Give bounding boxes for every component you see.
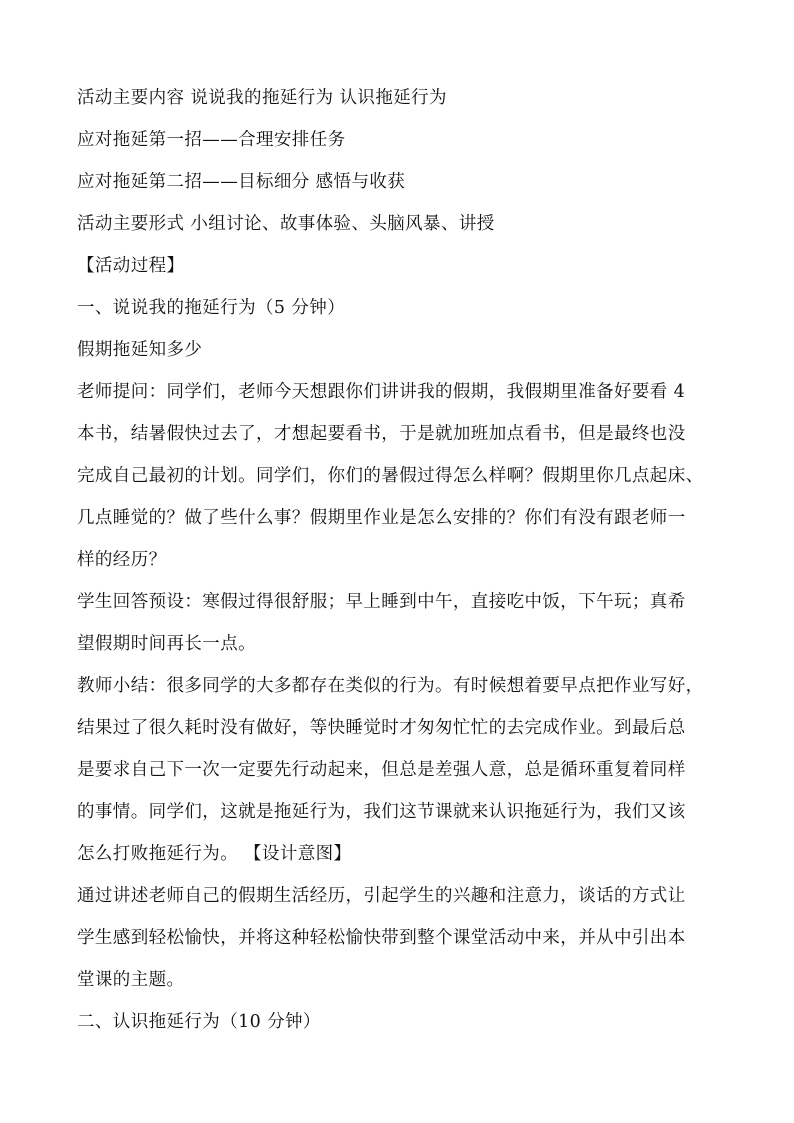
subsection-heading: 假期拖延知多少 <box>77 340 203 360</box>
paragraph-line: 完成自己最初的计划。同学们，你们的暑假过得怎么样啊？假期里你几点起床、 <box>77 466 704 486</box>
activity-form-line: 活动主要形式 小组讨论、故事体验、头脑风暴、讲授 <box>77 214 495 234</box>
paragraph-line: 几点睡觉的？做了些什么事？假期里作业是怎么安排的？你们有没有跟老师一 <box>77 508 686 528</box>
activity-content-line: 活动主要内容 说说我的拖延行为 认识拖延行为 <box>77 88 447 108</box>
paragraph-line: 怎么打败拖延行为。 【设计意图】 <box>77 844 352 864</box>
section-two-heading: 二、认识拖延行为（10 分钟） <box>77 1012 321 1032</box>
strategy-two-line: 应对拖延第二招——目标细分 感悟与收获 <box>77 172 406 192</box>
paragraph-line: 本书，结暑假快过去了，才想起要看书，于是就加班加点看书，但是最终也没 <box>77 424 686 444</box>
paragraph-line: 望假期时间再长一点。 <box>77 634 256 654</box>
paragraph-line: 老师提问：同学们，老师今天想跟你们讲讲我的假期，我假期里准备好要看 4 <box>77 382 686 402</box>
section-one-heading: 一、说说我的拖延行为（5 分钟） <box>77 298 346 318</box>
paragraph-line: 通过讲述老师自己的假期生活经历，引起学生的兴趣和注意力，谈话的方式让 <box>77 886 686 906</box>
paragraph-line: 教师小结：很多同学的大多都存在类似的行为。有时候想着要早点把作业写好， <box>77 676 704 696</box>
activity-process-heading: 【活动过程】 <box>77 256 185 276</box>
paragraph-line: 是要求自己下一次一定要先行动起来，但总是差强人意，总是循环重复着同样 <box>77 760 686 780</box>
paragraph-line: 学生回答预设：寒假过得很舒服；早上睡到中午，直接吃中饭，下午玩；真希 <box>77 592 686 612</box>
strategy-one-line: 应对拖延第一招——合理安排任务 <box>77 130 346 150</box>
paragraph-line: 堂课的主题。 <box>77 970 185 990</box>
paragraph-line: 学生感到轻松愉快，并将这种轻松愉快带到整个课堂活动中来，并从中引出本 <box>77 928 686 948</box>
paragraph-line: 样的经历？ <box>77 550 167 570</box>
paragraph-line: 的事情。同学们，这就是拖延行为，我们这节课就来认识拖延行为，我们又该 <box>77 802 686 822</box>
paragraph-line: 结果过了很久耗时没有做好，等快睡觉时才匆匆忙忙的去完成作业。到最后总 <box>77 718 686 738</box>
